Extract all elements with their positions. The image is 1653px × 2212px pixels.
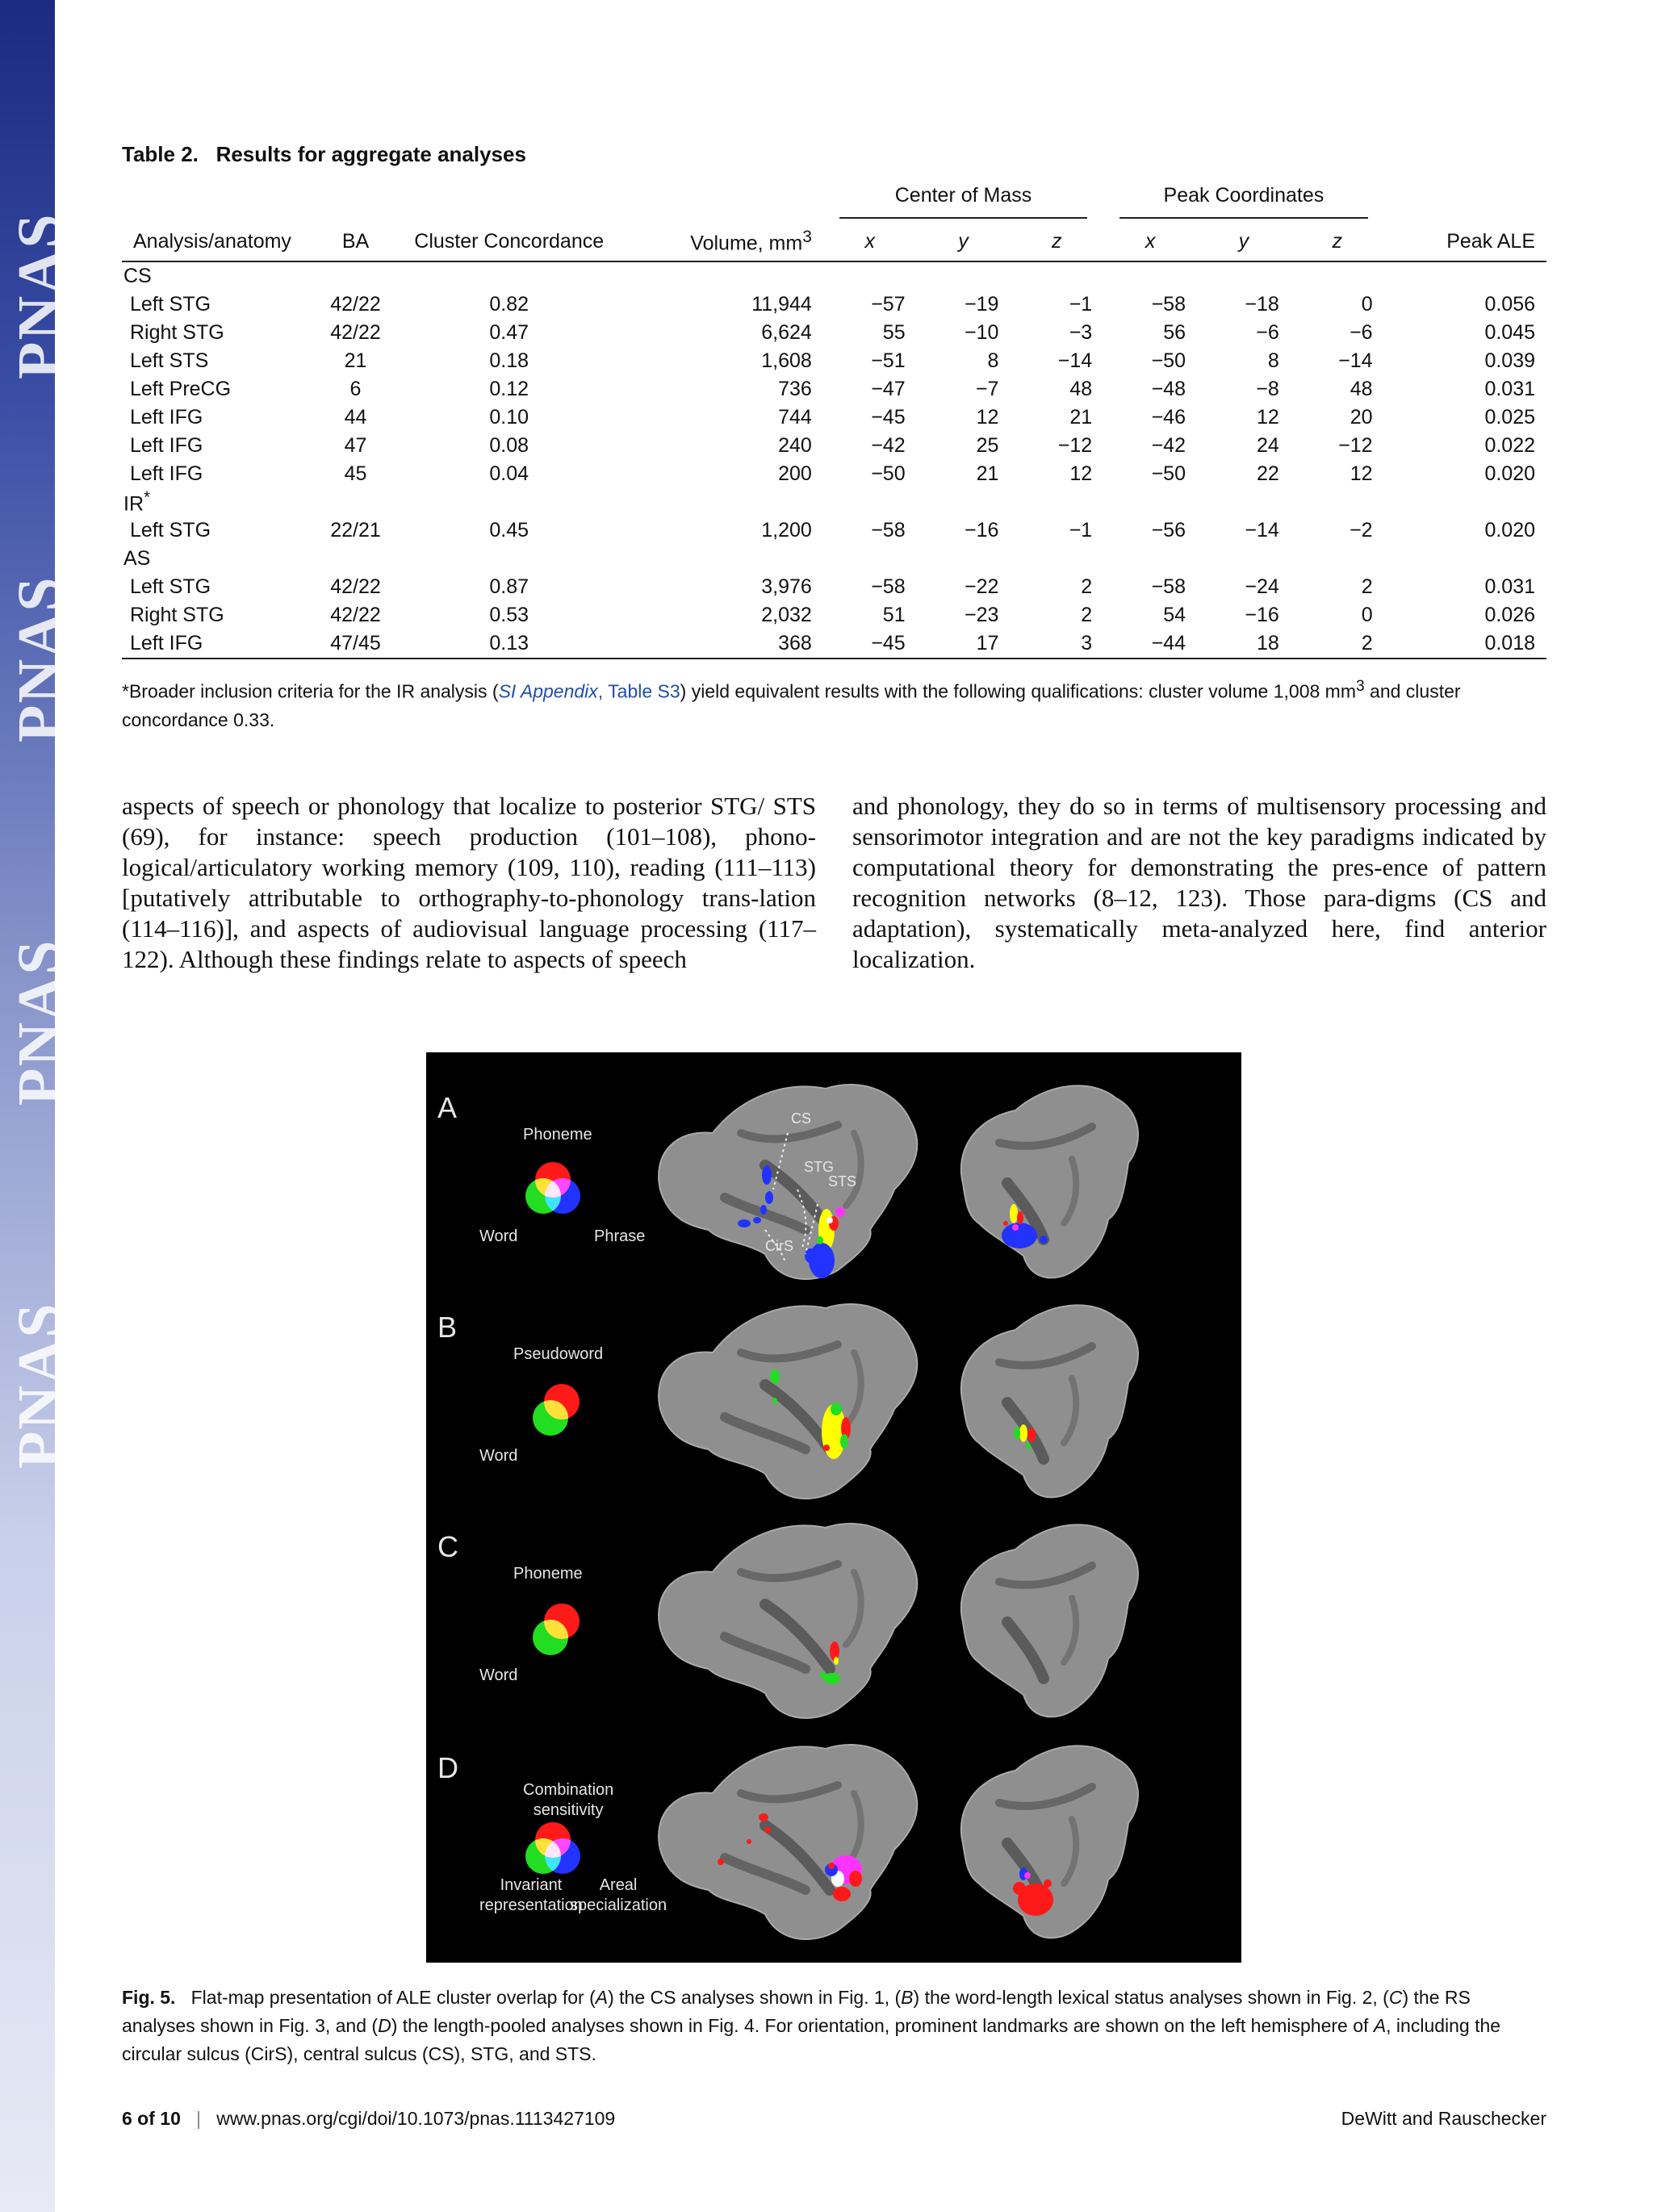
activation-cluster-red bbox=[828, 1863, 835, 1869]
table-title bbox=[122, 142, 1546, 167]
cell-anatomy: Right STG bbox=[130, 604, 224, 626]
cell-py: −8 bbox=[1256, 378, 1279, 400]
table-section-row bbox=[122, 545, 1546, 573]
cell-conc: 0.18 bbox=[489, 349, 529, 372]
cell-ba: 6 bbox=[349, 378, 362, 400]
journal-side-band bbox=[0, 0, 73, 2212]
table-caption: Results for aggregate analyses bbox=[216, 142, 526, 166]
pnas-watermark: PNAS bbox=[6, 575, 73, 742]
cell-pz: 48 bbox=[1350, 378, 1373, 400]
body-text-right-column: and phonology, they do so in terms of multisensory processing and sensorimotor integration and are not the key paradigms indicated by computational theory for demonstrating the pres-ence of pattern recognition networks (8–12, 123). Those para-digms (CS and adaptation), systematically meta-analyzed here, find anterior localization. bbox=[852, 792, 1546, 973]
cell-vol: 744 bbox=[778, 406, 812, 429]
cell-cz: −1 bbox=[1069, 519, 1093, 542]
activation-cluster-red bbox=[823, 1445, 830, 1451]
cell-conc: 0.13 bbox=[402, 629, 616, 659]
activation-cluster-green bbox=[770, 1369, 780, 1384]
cell-ba: 45 bbox=[344, 462, 367, 485]
table-footnote: *Broader inclusion criteria for the IR analysis (SI Appendix, Table S3) yield equivalent results with the following qualifications: cluster volume 1,008 $mm^3$ and cluster concordance 0.33. bbox=[122, 678, 1461, 730]
section-label: CS bbox=[123, 265, 152, 287]
cell-anatomy: Left STS bbox=[130, 349, 209, 372]
activation-cluster-blue bbox=[762, 1165, 772, 1185]
cell-px: −44 bbox=[1103, 629, 1197, 659]
activation-cluster-red bbox=[718, 1859, 724, 1865]
cell-pz: −6 bbox=[1350, 321, 1373, 344]
cell-vol: 368 bbox=[616, 629, 823, 659]
cell-ale: 0.056 bbox=[1484, 293, 1535, 316]
cell-cx: 51 bbox=[882, 604, 906, 626]
activation-cluster-magenta bbox=[1012, 1224, 1019, 1231]
results-table bbox=[122, 178, 1546, 659]
body-text-left-column: aspects of speech or phonology that localize to posterior STG/ STS (69), for instance: speech production (101–108), phono-logical/articulatory working memory (109, 110), reading (111–113) [putatively attributable to orthography-to-phonology trans-lation (114–116)], and aspects of audiovisual language processing (117–122). Although these findings relate to aspects of speech bbox=[122, 792, 816, 973]
cell-anatomy: Right STG bbox=[130, 321, 224, 344]
cell-cy: 8 bbox=[987, 349, 999, 372]
cell-anatomy: Left PreCG bbox=[130, 378, 232, 400]
landmark-label-stg: STG bbox=[804, 1159, 835, 1175]
cell-pz: 0 bbox=[1361, 604, 1373, 626]
activation-cluster-green bbox=[831, 1403, 842, 1415]
footer-authors: DeWitt and Rauschecker bbox=[1341, 2108, 1546, 2129]
si-appendix-link[interactable]: SI Appendix, Table S3 bbox=[498, 680, 680, 702]
cell-conc: 0.82 bbox=[489, 293, 529, 316]
page-number: 6 of 10 bbox=[122, 2108, 181, 2129]
cell-cy: 21 bbox=[976, 462, 999, 485]
legend-top-label: Pseudoword bbox=[513, 1345, 604, 1363]
activation-cluster-yellow bbox=[1010, 1204, 1018, 1223]
table-row bbox=[122, 629, 1546, 659]
cell-cx: 55 bbox=[882, 321, 906, 344]
activation-cluster-red bbox=[747, 1839, 751, 1844]
legend-top-label: Phoneme bbox=[513, 1565, 583, 1583]
cell-py: −14 bbox=[1245, 519, 1279, 542]
cell-ba: 47/45 bbox=[309, 629, 403, 659]
table-row bbox=[122, 460, 1546, 488]
cell-px: −58 bbox=[1151, 293, 1186, 316]
legend-right-label: Areal specialization bbox=[570, 1876, 667, 1914]
cell-py: −24 bbox=[1245, 575, 1279, 598]
cell-pz: −2 bbox=[1350, 519, 1373, 542]
activation-cluster-red bbox=[1017, 1211, 1023, 1224]
cell-py: −18 bbox=[1245, 293, 1279, 316]
cell-vol: 1,608 bbox=[761, 349, 812, 372]
cell-vol: 1,200 bbox=[761, 519, 812, 542]
color-overlap-legend bbox=[521, 1595, 594, 1667]
cell-conc: 0.10 bbox=[489, 406, 529, 429]
cell-conc: 0.47 bbox=[489, 321, 529, 344]
color-overlap-legend bbox=[521, 1375, 594, 1448]
cell-vol: 2,032 bbox=[761, 604, 812, 626]
cell-ale: 0.026 bbox=[1484, 604, 1535, 626]
col-header-ba: BA bbox=[309, 222, 403, 261]
cell-ale: 0.025 bbox=[1484, 406, 1535, 429]
activation-cluster-blue bbox=[765, 1191, 773, 1204]
cell-pz: 12 bbox=[1350, 462, 1373, 485]
caption-label: Fig. 5. bbox=[122, 1987, 176, 2008]
cell-px: −48 bbox=[1151, 378, 1186, 400]
table-row bbox=[122, 375, 1546, 404]
cell-conc: 0.08 bbox=[489, 434, 529, 457]
cell-cz: −1 bbox=[1069, 293, 1093, 316]
cell-conc: 0.45 bbox=[489, 519, 529, 542]
cell-cy: 25 bbox=[976, 434, 999, 457]
cell-cz: 12 bbox=[1069, 462, 1093, 485]
cell-vol: 11,944 bbox=[751, 293, 812, 316]
page-footer-left bbox=[122, 2108, 615, 2130]
col-header-com-y: y bbox=[917, 222, 1011, 261]
cell-cx: −50 bbox=[871, 462, 906, 485]
right-hemisphere-flat-map bbox=[943, 1290, 1225, 1516]
col-header-peak-y: y bbox=[1197, 222, 1291, 261]
pnas-watermark: PNAS bbox=[6, 939, 73, 1106]
left-hemisphere-flat-map bbox=[644, 1068, 927, 1294]
cell-py: −6 bbox=[1256, 321, 1279, 344]
table-row bbox=[122, 432, 1546, 460]
cell-ale: 0.031 bbox=[1484, 378, 1535, 400]
table-row bbox=[122, 291, 1546, 319]
cell-cz: −3 bbox=[1069, 321, 1093, 344]
activation-cluster-blue bbox=[753, 1217, 761, 1223]
right-hemisphere-flat-map bbox=[943, 1730, 1225, 1956]
cell-conc: 0.12 bbox=[489, 378, 529, 400]
section-label: IR* bbox=[123, 488, 151, 516]
cell-cy: −19 bbox=[964, 293, 999, 316]
activation-cluster-red bbox=[833, 1887, 851, 1901]
activation-cluster-red bbox=[1044, 1880, 1052, 1888]
legend-left-label: Word bbox=[479, 1447, 518, 1465]
cell-cx: −45 bbox=[871, 406, 906, 429]
activation-cluster-magenta bbox=[835, 1207, 845, 1217]
cell-cz: 48 bbox=[1069, 378, 1093, 400]
cell-conc: 0.87 bbox=[489, 575, 529, 598]
activation-cluster-green bbox=[820, 1672, 826, 1679]
color-overlap-legend bbox=[517, 1156, 589, 1228]
cell-py: 22 bbox=[1256, 462, 1279, 485]
activation-cluster-blue bbox=[1040, 1236, 1048, 1244]
activation-cluster-yellow bbox=[1019, 1424, 1027, 1442]
cell-px: 56 bbox=[1163, 321, 1186, 344]
table-row bbox=[122, 404, 1546, 432]
cell-cz: −12 bbox=[1057, 434, 1093, 457]
landmark-label-sts: STS bbox=[828, 1173, 857, 1190]
cell-pz: −12 bbox=[1338, 434, 1373, 457]
cell-py: −16 bbox=[1245, 604, 1279, 626]
activation-cluster-blue bbox=[760, 1205, 767, 1215]
activation-cluster-green bbox=[840, 1434, 848, 1449]
cell-ale: 0.045 bbox=[1484, 321, 1535, 344]
cell-ba: 22/21 bbox=[330, 519, 381, 542]
cell-ale: 0.022 bbox=[1484, 434, 1535, 457]
figure-caption: Fig. 5. Flat-map presentation of ALE cluster overlap for (A) the CS analyses shown in Fig. 1, (B) the word-length lexical status analyses shown in Fig. 2, (C) the RS analyses shown in Fig. 3, and (D) the length-pooled analyses shown in Fig. 4. For orientation, prominent landmarks are shown on the left hemisphere of A, including the circular sulcus (CirS), central sulcus (CS), STG, and STS. bbox=[122, 1987, 1501, 2064]
section-label: AS bbox=[123, 547, 151, 570]
cell-cz: 2 bbox=[1081, 604, 1093, 626]
cell-vol: 200 bbox=[778, 462, 812, 485]
cell-cz: 3 bbox=[1010, 629, 1103, 659]
cell-ale: 0.039 bbox=[1484, 349, 1535, 372]
cell-conc: 0.53 bbox=[489, 604, 529, 626]
col-header-peak-x: x bbox=[1103, 222, 1197, 261]
right-hemisphere-flat-map bbox=[943, 1509, 1225, 1735]
cell-cx: −45 bbox=[823, 629, 917, 659]
pnas-watermark: PNAS bbox=[6, 212, 73, 379]
activation-cluster-green bbox=[817, 1236, 823, 1244]
table-row bbox=[122, 601, 1546, 629]
legend-left-label: Word bbox=[479, 1227, 518, 1245]
table-row bbox=[122, 347, 1546, 375]
legend-left-label: Invariant representation bbox=[479, 1876, 583, 1914]
cell-ba: 42/22 bbox=[330, 575, 381, 598]
cell-ba: 44 bbox=[344, 406, 367, 429]
cell-anatomy: Left STG bbox=[130, 519, 211, 542]
cell-cz: 2 bbox=[1081, 575, 1093, 598]
cell-px: 54 bbox=[1163, 604, 1186, 626]
activation-cluster-green bbox=[1026, 1443, 1031, 1449]
cell-pz: 2 bbox=[1291, 629, 1384, 659]
cell-cx: −58 bbox=[871, 519, 906, 542]
cell-cy: −7 bbox=[975, 378, 999, 400]
cell-vol: 736 bbox=[778, 378, 812, 400]
activation-cluster-green bbox=[772, 1398, 777, 1404]
col-header-com-x: x bbox=[823, 222, 917, 261]
cell-anatomy: Left STG bbox=[130, 293, 211, 316]
activation-cluster-blue bbox=[1002, 1223, 1037, 1248]
cell-anatomy: Left IFG bbox=[130, 462, 203, 485]
activation-cluster-green bbox=[824, 1673, 840, 1684]
cell-anatomy: Left IFG bbox=[130, 406, 203, 429]
col-header-peak-z: z bbox=[1291, 222, 1384, 261]
activation-cluster-blue bbox=[805, 1248, 816, 1263]
activation-cluster-red bbox=[849, 1871, 862, 1887]
legend-right-label: Phrase bbox=[594, 1227, 646, 1245]
cell-cz: 21 bbox=[1069, 406, 1093, 429]
pnas-watermark: PNAS bbox=[6, 1302, 73, 1469]
cell-ale: 0.020 bbox=[1484, 462, 1535, 485]
cell-pz: 20 bbox=[1350, 406, 1373, 429]
left-hemisphere-flat-map bbox=[644, 1507, 927, 1733]
table-row bbox=[122, 516, 1546, 545]
footer-separator: | bbox=[196, 2108, 202, 2129]
group-header-peak-coordinates: Peak Coordinates bbox=[1103, 178, 1383, 222]
cell-cy: −16 bbox=[964, 519, 999, 542]
cell-pz: −14 bbox=[1338, 349, 1373, 372]
activation-cluster-white bbox=[826, 1217, 833, 1223]
table-row bbox=[122, 573, 1546, 601]
left-hemisphere-flat-map bbox=[644, 1729, 927, 1955]
cell-px: −50 bbox=[1151, 462, 1186, 485]
cell-cy: 12 bbox=[976, 406, 999, 429]
cell-py: 8 bbox=[1267, 349, 1279, 372]
cell-ba: 47 bbox=[344, 434, 367, 457]
cell-px: −46 bbox=[1151, 406, 1186, 429]
figure-5-flat-maps bbox=[426, 1052, 1241, 1963]
cell-cx: −47 bbox=[871, 378, 906, 400]
cell-ba: 42/22 bbox=[330, 293, 381, 316]
panel-letter: C bbox=[437, 1530, 458, 1563]
cell-py: 24 bbox=[1256, 434, 1279, 457]
cell-py: 18 bbox=[1197, 629, 1291, 659]
cell-ale: 0.018 bbox=[1384, 629, 1546, 659]
panel-letter: A bbox=[437, 1091, 458, 1124]
activation-cluster-red bbox=[1027, 1428, 1036, 1442]
cell-ba: 42/22 bbox=[330, 604, 381, 626]
cell-cy: 17 bbox=[917, 629, 1011, 659]
group-header-center-of-mass: Center of Mass bbox=[823, 178, 1103, 222]
cell-px: −58 bbox=[1151, 575, 1186, 598]
activation-cluster-red bbox=[759, 1813, 768, 1821]
cell-px: −56 bbox=[1151, 519, 1186, 542]
legend-top-label: Combination sensitivity bbox=[523, 1781, 614, 1819]
cell-cx: −57 bbox=[871, 293, 906, 316]
legend-left-label: Word bbox=[479, 1666, 518, 1684]
cell-anatomy: Left STG bbox=[130, 575, 211, 598]
table-section-row bbox=[122, 488, 1546, 516]
cell-pz: 2 bbox=[1361, 575, 1373, 598]
cell-anatomy: Left IFG bbox=[122, 629, 309, 659]
cell-vol: 3,976 bbox=[761, 575, 812, 598]
col-header-peak-ale: Peak ALE bbox=[1384, 222, 1546, 261]
panel-letter: D bbox=[437, 1751, 458, 1784]
cell-cz: −14 bbox=[1057, 349, 1093, 372]
table-section-row bbox=[122, 261, 1546, 291]
cell-cy: −10 bbox=[964, 321, 999, 344]
col-header-anatomy: Analysis/anatomy bbox=[122, 222, 309, 261]
cell-ba: 21 bbox=[344, 349, 367, 372]
table-body bbox=[122, 261, 1546, 659]
activation-cluster-red bbox=[1013, 1882, 1026, 1895]
cell-cy: −22 bbox=[964, 575, 999, 598]
panel-letter: B bbox=[437, 1311, 458, 1344]
table-row bbox=[122, 319, 1546, 347]
activation-cluster-green bbox=[1014, 1427, 1020, 1440]
right-hemisphere-flat-map bbox=[943, 1070, 1225, 1296]
cell-px: −50 bbox=[1151, 349, 1186, 372]
activation-cluster-red bbox=[764, 1827, 771, 1834]
results-table-block bbox=[122, 142, 1546, 734]
landmark-label-cirs: CirS bbox=[765, 1238, 793, 1254]
cell-vol: 240 bbox=[778, 434, 812, 457]
activation-cluster-yellow bbox=[834, 1657, 839, 1665]
cell-anatomy: Left IFG bbox=[130, 434, 203, 457]
col-header-concordance: Cluster Concordance bbox=[402, 222, 616, 261]
left-hemisphere-flat-map bbox=[644, 1288, 927, 1514]
activation-cluster-red bbox=[1003, 1221, 1008, 1226]
activation-cluster-blue bbox=[738, 1219, 751, 1227]
cell-ale: 0.020 bbox=[1484, 519, 1535, 542]
cell-px: −42 bbox=[1151, 434, 1186, 457]
doi-link[interactable]: www.pnas.org/cgi/doi/10.1073/pnas.1113427109 bbox=[216, 2108, 616, 2129]
activation-cluster-magenta bbox=[1024, 1872, 1031, 1879]
cell-cx: −58 bbox=[871, 575, 906, 598]
cell-cx: −51 bbox=[871, 349, 906, 372]
landmark-label-cs: CS bbox=[791, 1110, 812, 1127]
cell-cx: −42 bbox=[871, 434, 906, 457]
cell-pz: 0 bbox=[1361, 293, 1373, 316]
col-header-com-z: z bbox=[1010, 222, 1103, 261]
table-number: Table 2. bbox=[122, 142, 199, 166]
cell-vol: 6,624 bbox=[761, 321, 812, 344]
cell-cy: −23 bbox=[964, 604, 999, 626]
cell-py: 12 bbox=[1256, 406, 1279, 429]
col-header-volume: Volume, $mm^3$ bbox=[616, 222, 823, 261]
cell-conc: 0.04 bbox=[489, 462, 529, 485]
cell-ba: 42/22 bbox=[330, 321, 381, 344]
cell-ale: 0.031 bbox=[1484, 575, 1535, 598]
legend-top-label: Phoneme bbox=[523, 1126, 592, 1144]
